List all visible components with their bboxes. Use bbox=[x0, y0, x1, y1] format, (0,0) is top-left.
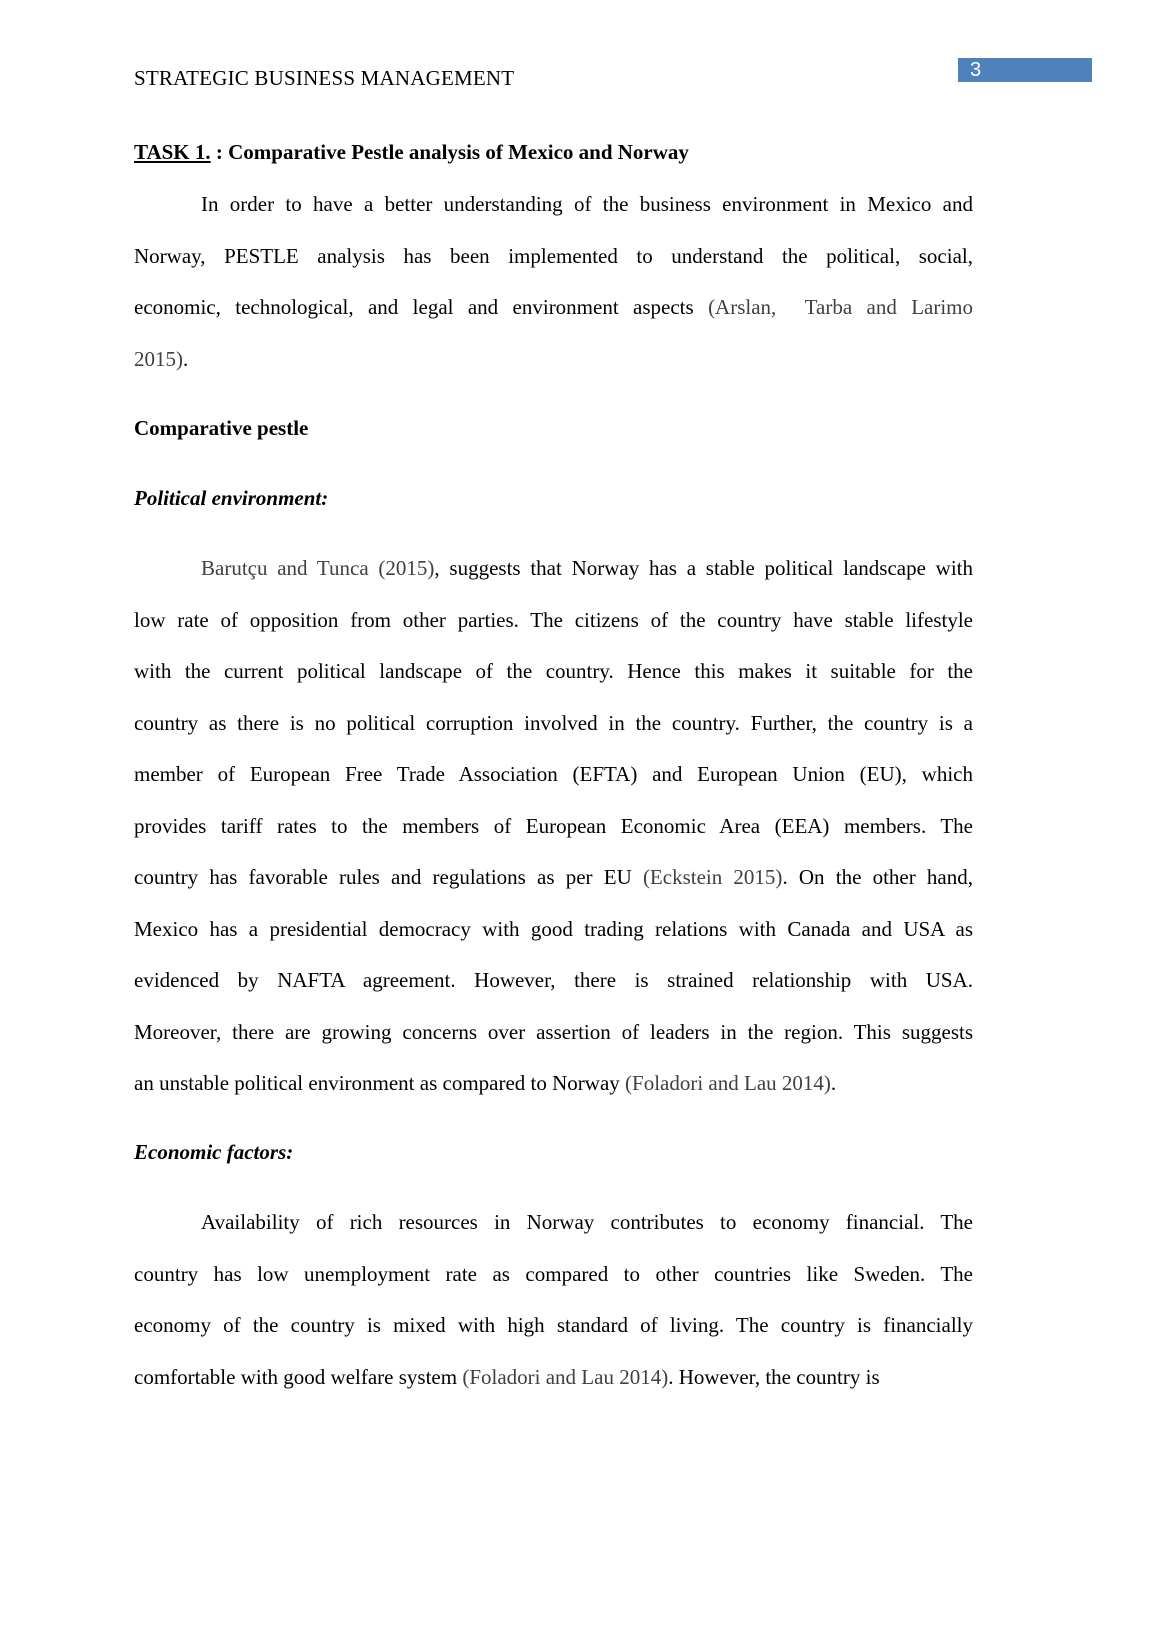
text-segment: country has favorable rules and regulations as per EU bbox=[134, 865, 643, 889]
text-line bbox=[134, 192, 973, 244]
text-segment: country as there is no political corruption involved in the country. Further, the country is a bbox=[134, 710, 973, 735]
political-heading: Political environment: bbox=[134, 486, 329, 510]
text-segment: low rate of opposition from other parties. The citizens of the country have stable lifestyle bbox=[134, 607, 973, 632]
text-segment: Mexico has a presidential democracy with good trading relations with Canada and USA as bbox=[134, 916, 973, 941]
comparative-heading: Comparative pestle bbox=[134, 416, 309, 440]
citation: (Foladori and Lau 2014) bbox=[625, 1071, 831, 1095]
page-number: 3 bbox=[958, 58, 1092, 82]
text-segment: country has low unemployment rate as compared to other countries like Sweden. The bbox=[134, 1261, 973, 1286]
task-heading bbox=[134, 140, 689, 165]
intro-paragraph bbox=[134, 192, 973, 398]
text-segment: an unstable political environment as compared to Norway bbox=[134, 1071, 626, 1095]
task-label: TASK 1. bbox=[134, 140, 211, 164]
citation: (Foladori and Lau 2014) bbox=[462, 1364, 669, 1389]
text-segment: provides tariff rates to the members of European Economic Area (EEA) members. The bbox=[134, 813, 973, 838]
text-segment: comfortable with good welfare system bbox=[134, 1364, 463, 1389]
text-line bbox=[134, 608, 973, 660]
text-line bbox=[134, 659, 973, 711]
citation: 2015) bbox=[134, 346, 183, 371]
text-segment: economic, technological, and legal and environment aspects bbox=[134, 295, 709, 319]
text-line bbox=[134, 1262, 973, 1314]
running-header: STRATEGIC BUSINESS MANAGEMENT bbox=[134, 66, 515, 90]
text-line bbox=[134, 1210, 973, 1262]
text-segment: Moreover, there are growing concerns over assertion of leaders in the region. This suggests bbox=[134, 1019, 973, 1044]
text-segment: . On the other hand, bbox=[782, 865, 974, 889]
citation: (Eckstein 2015) bbox=[642, 865, 783, 889]
text-line bbox=[134, 1071, 973, 1123]
text-segment: Norway, PESTLE analysis has been implemented to understand the political, social, bbox=[134, 243, 973, 268]
text-line bbox=[134, 711, 973, 763]
text-line bbox=[134, 1365, 973, 1417]
text-line bbox=[134, 1020, 973, 1072]
text-segment: In order to have a better understanding of the business environment in Mexico and bbox=[201, 192, 973, 216]
text-line bbox=[134, 814, 973, 866]
citation: Barutçu and Tunca (2015) bbox=[201, 556, 435, 580]
text-line bbox=[134, 347, 973, 399]
text-line bbox=[134, 295, 973, 347]
text-segment: . bbox=[183, 346, 189, 371]
text-line bbox=[134, 244, 973, 296]
text-line bbox=[134, 917, 973, 969]
text-segment: . However, the country is bbox=[668, 1364, 880, 1389]
text-line bbox=[134, 968, 973, 1020]
text-line bbox=[134, 762, 973, 814]
political-paragraph bbox=[134, 556, 973, 1123]
text-line bbox=[134, 1313, 973, 1365]
text-segment: Availability of rich resources in Norway contributes to economy financial. The bbox=[201, 1210, 973, 1234]
text-segment: , suggests that Norway has a stable political landscape with bbox=[434, 556, 973, 580]
economic-heading: Economic factors: bbox=[134, 1140, 294, 1164]
citation: (Arslan, Tarba and Larimo bbox=[708, 295, 974, 319]
task-title: : Comparative Pestle analysis of Mexico and Norway bbox=[210, 140, 689, 164]
text-segment: . bbox=[830, 1071, 837, 1095]
text-line bbox=[134, 556, 973, 608]
economic-paragraph bbox=[134, 1210, 973, 1416]
text-segment: member of European Free Trade Association (EFTA) and European Union (EU), which bbox=[134, 762, 973, 786]
text-segment: economy of the country is mixed with high standard of living. The country is financially bbox=[134, 1313, 973, 1337]
text-segment: evidenced by NAFTA agreement. However, there is strained relationship with USA. bbox=[134, 968, 973, 992]
text-line bbox=[134, 865, 973, 917]
text-segment: with the current political landscape of the country. Hence this makes it suitable for the bbox=[134, 659, 973, 683]
